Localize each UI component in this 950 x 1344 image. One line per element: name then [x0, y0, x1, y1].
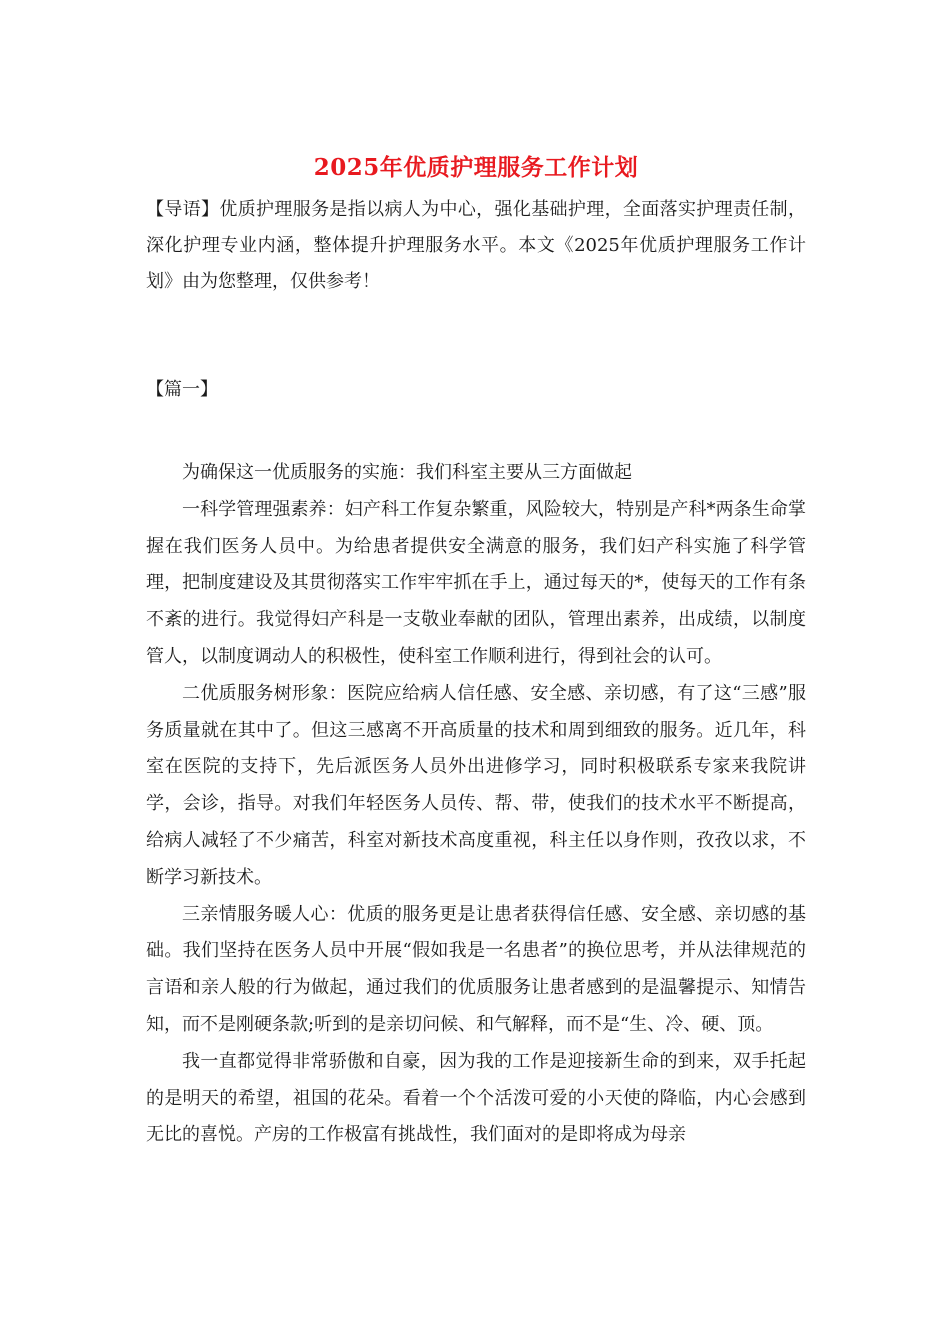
paragraph-personal: 我一直都觉得非常骄傲和自豪，因为我的工作是迎接新生命的到来，双手托起的是明天的希望，祖国的花朵。看着一个个活泼可爱的小天使的降临，内心会感到无比的喜悦。产房的工作极富有挑战性，我们面对的是即将成为母亲 [146, 1050, 806, 1146]
body-text [146, 455, 806, 1154]
document-title: 2025年优质护理服务工作计划 [313, 154, 639, 181]
section-label: 【篇一】 [146, 379, 218, 400]
document-page [146, 150, 806, 1154]
intro-paragraph: 【导语】优质护理服务是指以病人为中心，强化基础护理，全面落实护理责任制，深化护理专业内涵，整体提升护理服务水平。本文《2025年优质护理服务工作计划》由为您整理，仅供参考！ [146, 199, 806, 292]
paragraph-family-care: 三亲情服务暖人心：优质的服务更是让患者获得信任感、安全感、亲切感的基础。我们坚持在医务人员中开展“假如我是一名患者”的换位思考，并从法律规范的言语和亲人般的行为做起，通过我们的优质服务让患者感到的是温馨提示、知情告知，而不是刚硬条款;听到的是亲切问候、和气解释，而不是“生、冷、硬、顶。 [146, 903, 806, 1035]
paragraph-management: 一科学管理强素养：妇产科工作复杂繁重，风险较大，特别是产科*两条生命掌握在我们医务人员中。为给患者提供安全满意的服务，我们妇产科实施了科学管理，把制度建设及其贯彻落实工作牢牢抓在手上，通过每天的*，使每天的工作有条不紊的进行。我觉得妇产科是一支敬业奉献的团队，管理出素养，出成绩，以制度管人，以制度调动人的积极性，使科室工作顺利进行，得到社会的认可。 [146, 498, 806, 667]
paragraph-intro-line: 为确保这一优质服务的实施：我们科室主要从三方面做起 [182, 462, 632, 483]
paragraph-quality-service: 二优质服务树形象：医院应给病人信任感、安全感、亲切感，有了这“三感”服务质量就在其中了。但这三感离不开高质量的技术和周到细致的服务。近几年，科室在医院的支持下，先后派医务人员外出进修学习，同时积极联系专家来我院讲学，会诊，指导。对我们年轻医务人员传、帮、带，使我们的技术水平不断提高，给病人减轻了不少痛苦，科室对新技术高度重视，科主任以身作则，孜孜以求，不断学习新技术。 [146, 682, 806, 888]
